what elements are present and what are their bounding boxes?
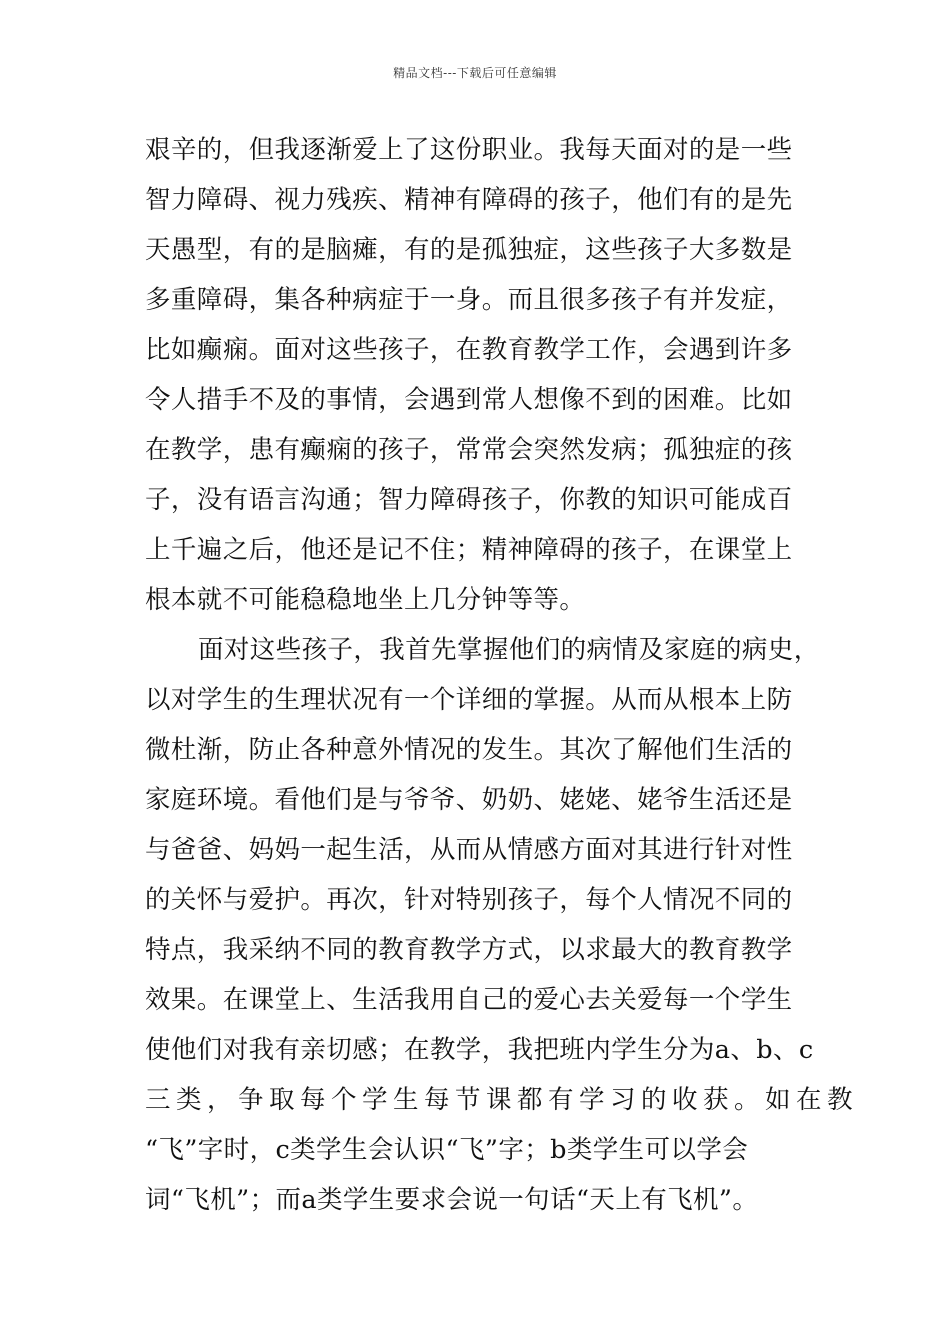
text-line: 在教学，患有癫痫的孩子，常常会突然发病；孤独症的孩 [145, 435, 793, 465]
text-line: 上千遍之后，他还是记不住；精神障碍的孩子，在课堂上 [145, 535, 793, 565]
text-line: “飞”字时，c类学生会认识“飞”字；b类学生可以学会 [145, 1135, 749, 1165]
text-line: 智力障碍、视力残疾、精神有障碍的孩子，他们有的是先 [145, 185, 793, 215]
text-line: 子，没有语言沟通；智力障碍孩子，你教的知识可能成百 [145, 485, 793, 515]
text-line: 使他们对我有亲切感；在教学，我把班内学生分为a、b、c [145, 1035, 814, 1065]
text-line: 天愚型，有的是脑瘫，有的是孤独症，这些孩子大多数是 [145, 235, 793, 265]
text-line: 以对学生的生理状况有一个详细的掌握。从而从根本上防 [145, 685, 793, 715]
text-line: 的关怀与爱护。再次，针对特别孩子，每个人情况不同的 [145, 885, 793, 915]
text-line: 多重障碍，集各种病症于一身。而且很多孩子有并发症， [145, 285, 793, 315]
document-body [145, 125, 859, 1225]
text-line: 与爸爸、妈妈一起生活，从而从情感方面对其进行针对性 [145, 835, 793, 865]
text-line: 令人措手不及的事情，会遇到常人想像不到的困难。比如 [145, 385, 793, 415]
text-line: 效果。在课堂上、生活我用自己的爱心去关爱每一个学生 [145, 985, 793, 1015]
text-line: 根本就不可能稳稳地坐上几分钟等等。 [145, 585, 586, 615]
text-line: 艰辛的，但我逐渐爱上了这份职业。我每天面对的是一些 [145, 135, 793, 165]
page-header: 精品文档---下载后可任意编辑 [393, 66, 557, 80]
paragraph-first-line: 面对这些孩子，我首先掌握他们的病情及家庭的病史， [198, 635, 820, 665]
text-line: 微杜渐，防止各种意外情况的发生。其次了解他们生活的 [145, 735, 793, 765]
text-line: 词“飞机”；而a类学生要求会说一句话“天上有飞机”。 [145, 1185, 759, 1215]
text-line: 三类，争取每个学生每节课都有学习的收获。如在教 [145, 1085, 859, 1115]
text-line: 特点，我采纳不同的教育教学方式，以求最大的教育教学 [145, 935, 793, 965]
text-line: 比如癫痫。面对这些孩子，在教育教学工作，会遇到许多 [145, 335, 793, 365]
text-line: 家庭环境。看他们是与爷爷、奶奶、姥姥、姥爷生活还是 [145, 785, 793, 815]
